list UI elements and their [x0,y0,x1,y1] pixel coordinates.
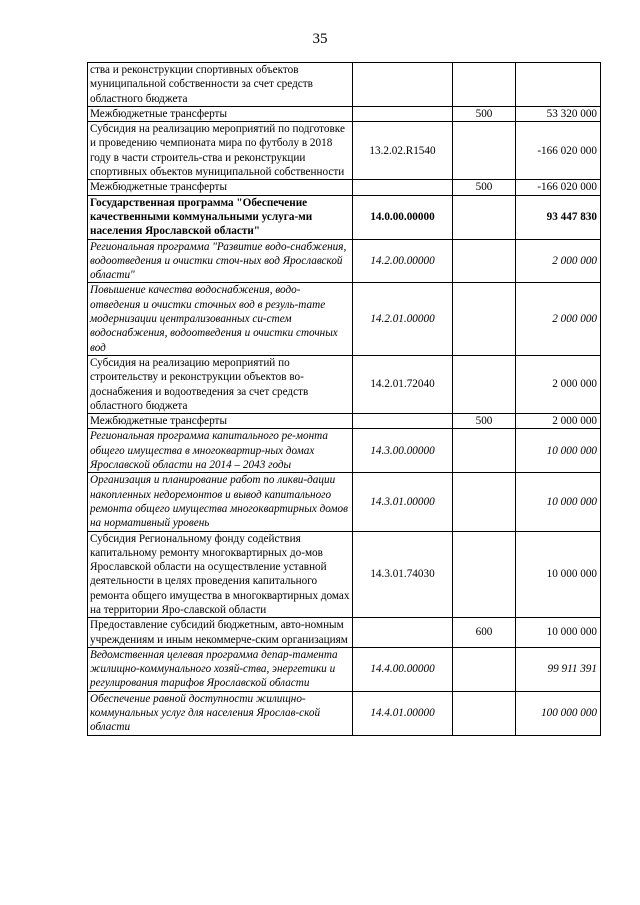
row-name-cell: Межбюджетные трансферты [88,180,353,195]
row-code-cell: 14.0.00.00000 [353,195,453,239]
table-row [88,180,601,195]
row-expense-type-cell: 600 [453,618,516,648]
table-row [88,531,601,618]
row-name-cell: Региональная программа капитального ре-монта общего имущества в многоквартир-ных домах Ярославской области на 2014 – 2043 годы [88,429,353,473]
table-row [88,414,601,429]
row-expense-type-cell: 500 [453,414,516,429]
row-code-cell: 14.2.01.00000 [353,283,453,355]
table-row [88,63,601,107]
row-sum-cell: 100 000 000 [516,691,601,735]
row-sum-cell: 10 000 000 [516,429,601,473]
table-row [88,473,601,531]
row-sum-cell: 10 000 000 [516,473,601,531]
row-sum-cell: 10 000 000 [516,531,601,618]
row-sum-cell: 99 911 391 [516,647,601,691]
row-code-cell: 14.2.00.00000 [353,239,453,283]
row-name-cell: ства и реконструкции спортивных объектов муниципальной собственности за счет средств областного бюджета [88,63,353,107]
table-row [88,106,601,121]
row-name-cell: Обеспечение равной доступности жилищно-коммунальных услуг для населения Ярослав-ской области [88,691,353,735]
row-name-cell: Межбюджетные трансферты [88,414,353,429]
row-sum-cell: 10 000 000 [516,618,601,648]
row-sum-cell: 2 000 000 [516,239,601,283]
table-row [88,355,601,413]
row-code-cell [353,63,453,107]
row-code-cell [353,414,453,429]
table-row [88,647,601,691]
row-code-cell: 14.3.00.00000 [353,429,453,473]
row-sum-cell: -166 020 000 [516,122,601,180]
table-row [88,239,601,283]
row-sum-cell: 2 000 000 [516,414,601,429]
table-row [88,429,601,473]
table-row [88,691,601,735]
row-expense-type-cell [453,429,516,473]
row-sum-cell: 93 447 830 [516,195,601,239]
row-expense-type-cell [453,122,516,180]
row-name-cell: Субсидия на реализацию мероприятий по строительству и реконструкции объектов во-доснабжения и водоотведения за счет средств областного бюджета [88,355,353,413]
row-expense-type-cell [453,647,516,691]
row-sum-cell [516,63,601,107]
row-code-cell [353,618,453,648]
table-body [88,63,601,736]
row-expense-type-cell [453,531,516,618]
row-code-cell: 14.3.01.00000 [353,473,453,531]
row-expense-type-cell [453,195,516,239]
row-code-cell: 14.3.01.74030 [353,531,453,618]
table-row [88,122,601,180]
row-expense-type-cell: 500 [453,106,516,121]
row-expense-type-cell [453,473,516,531]
row-name-cell: Субсидия на реализацию мероприятий по подготовке и проведению чемпионата мира по футболу в 2018 году в части строитель-ства и реконструкции спортивных объектов муниципальной собственности [88,122,353,180]
row-name-cell: Ведомственная целевая программа депар-тамента жилищно-коммунального хозяй-ства, энергетики и регулирования тарифов Ярославской области [88,647,353,691]
row-code-cell [353,180,453,195]
row-code-cell: 13.2.02.R1540 [353,122,453,180]
row-name-cell: Повышение качества водоснабжения, водо-отведения и очистки сточных вод в резуль-тате модернизации централизованных си-стем водоснабжения, водоотведения и очистки сточных вод [88,283,353,355]
row-expense-type-cell [453,691,516,735]
row-name-cell: Государственная программа "Обеспечение качественными коммунальными услуга-ми населения Ярославской области" [88,195,353,239]
budget-table [87,62,601,736]
row-name-cell: Предоставление субсидий бюджетным, авто-номным учреждениям и иным некоммерче-ским организациям [88,618,353,648]
table-row [88,195,601,239]
row-expense-type-cell [453,63,516,107]
table-row [88,283,601,355]
row-name-cell: Субсидия Региональному фонду содействия капитальному ремонту многоквартирных до-мов Ярославской области на осуществление уставной деятельности в целях проведения капитального ремонта общего имущества в многоквартирных домах на территории Яро-славской области [88,531,353,618]
row-code-cell [353,106,453,121]
page-number: 35 [312,31,328,47]
row-expense-type-cell [453,283,516,355]
row-expense-type-cell: 500 [453,180,516,195]
row-expense-type-cell [453,239,516,283]
row-sum-cell: -166 020 000 [516,180,601,195]
row-sum-cell: 53 320 000 [516,106,601,121]
row-sum-cell: 2 000 000 [516,283,601,355]
row-sum-cell: 2 000 000 [516,355,601,413]
row-name-cell: Организация и планирование работ по ликви-дации накопленных недоремонтов и вывод капитального ремонта общего имущества многоквартирных домов на нормативный уровень [88,473,353,531]
row-name-cell: Региональная программа "Развитие водо-снабжения, водоотведения и очистки сточ-ных вод Ярославской области" [88,239,353,283]
row-code-cell: 14.2.01.72040 [353,355,453,413]
table-row [88,618,601,648]
row-name-cell: Межбюджетные трансферты [88,106,353,121]
row-code-cell: 14.4.00.00000 [353,647,453,691]
row-code-cell: 14.4.01.00000 [353,691,453,735]
row-expense-type-cell [453,355,516,413]
